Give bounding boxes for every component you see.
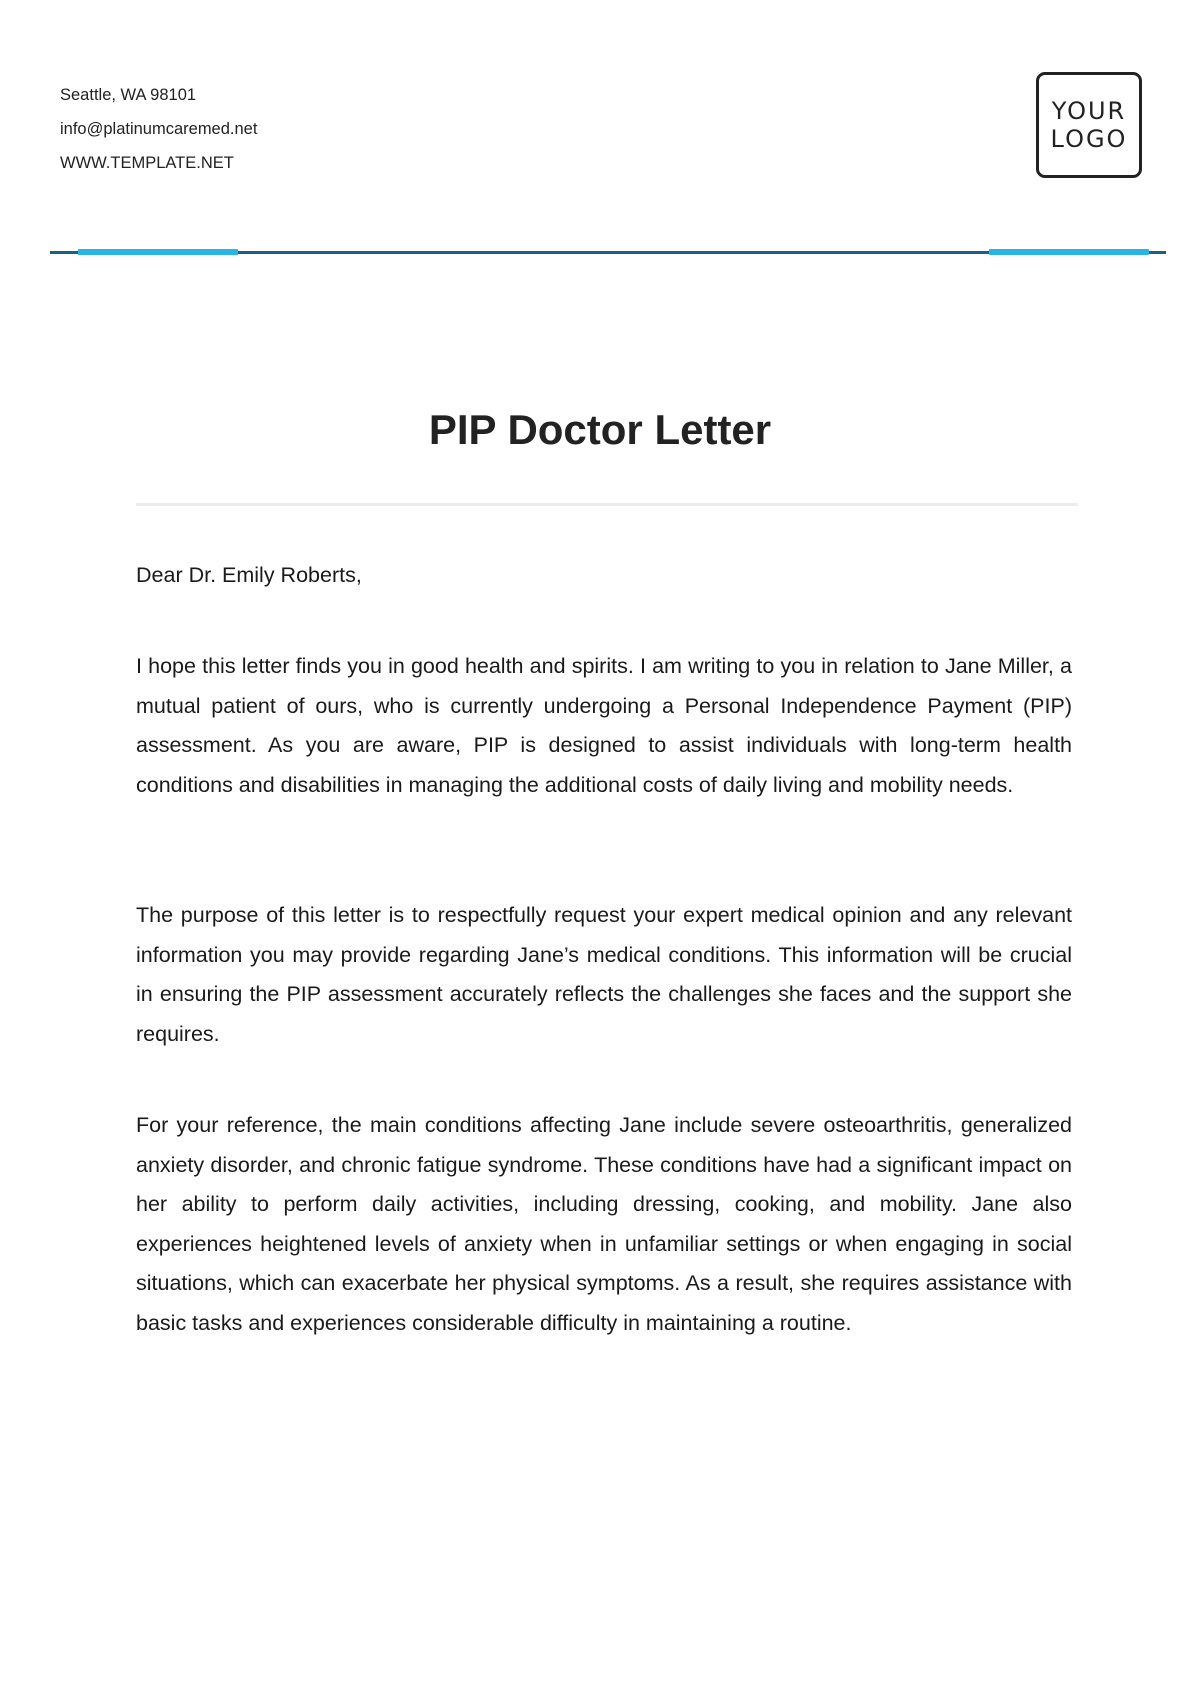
header-divider-accent-right <box>989 249 1149 255</box>
header-divider-accent-left <box>78 249 238 255</box>
logo-line-1: YOUR <box>1051 97 1127 125</box>
title-divider <box>136 503 1078 506</box>
contact-block <box>60 78 257 180</box>
document-title: PIP Doctor Letter <box>428 406 772 453</box>
salutation: Dear Dr. Emily Roberts, <box>136 563 362 587</box>
logo-placeholder <box>1036 72 1142 178</box>
address-text: Seattle, WA 98101 <box>60 86 197 104</box>
website-link[interactable]: WWW.TEMPLATE.NET <box>60 154 234 172</box>
body-paragraph-2: The purpose of this letter is to respectfully request your expert medical opinion and any relevant information you may provide regarding Jane’s medical conditions. This information will be crucial in ensuring the PIP assessment accurately reflects the challenges she faces and the support she requires. <box>136 903 1072 1046</box>
body-paragraph-1: I hope this letter finds you in good health and spirits. I am writing to you in relation to Jane Miller, a mutual patient of ours, who is currently undergoing a Personal Independence Payment (PIP) assessment. As you are aware, PIP is designed to assist individuals with long-term health conditions and disabilities in managing the additional costs of daily living and mobility needs. <box>136 654 1072 797</box>
logo-line-2: LOGO <box>1050 125 1128 153</box>
email-link[interactable]: info@platinumcaremed.net <box>60 120 258 138</box>
body-paragraph-3: For your reference, the main conditions affecting Jane include severe osteoarthritis, generalized anxiety disorder, and chronic fatigue syndrome. These conditions have had a significant impact on her ability to perform daily activities, including dressing, cooking, and mobility. Jane also experiences heightened levels of anxiety when in unfamiliar settings or when engaging in social situations, which can exacerbate her physical symptoms. As a result, she requires assistance with basic tasks and experiences considerable difficulty in maintaining a routine. <box>136 1113 1072 1335</box>
